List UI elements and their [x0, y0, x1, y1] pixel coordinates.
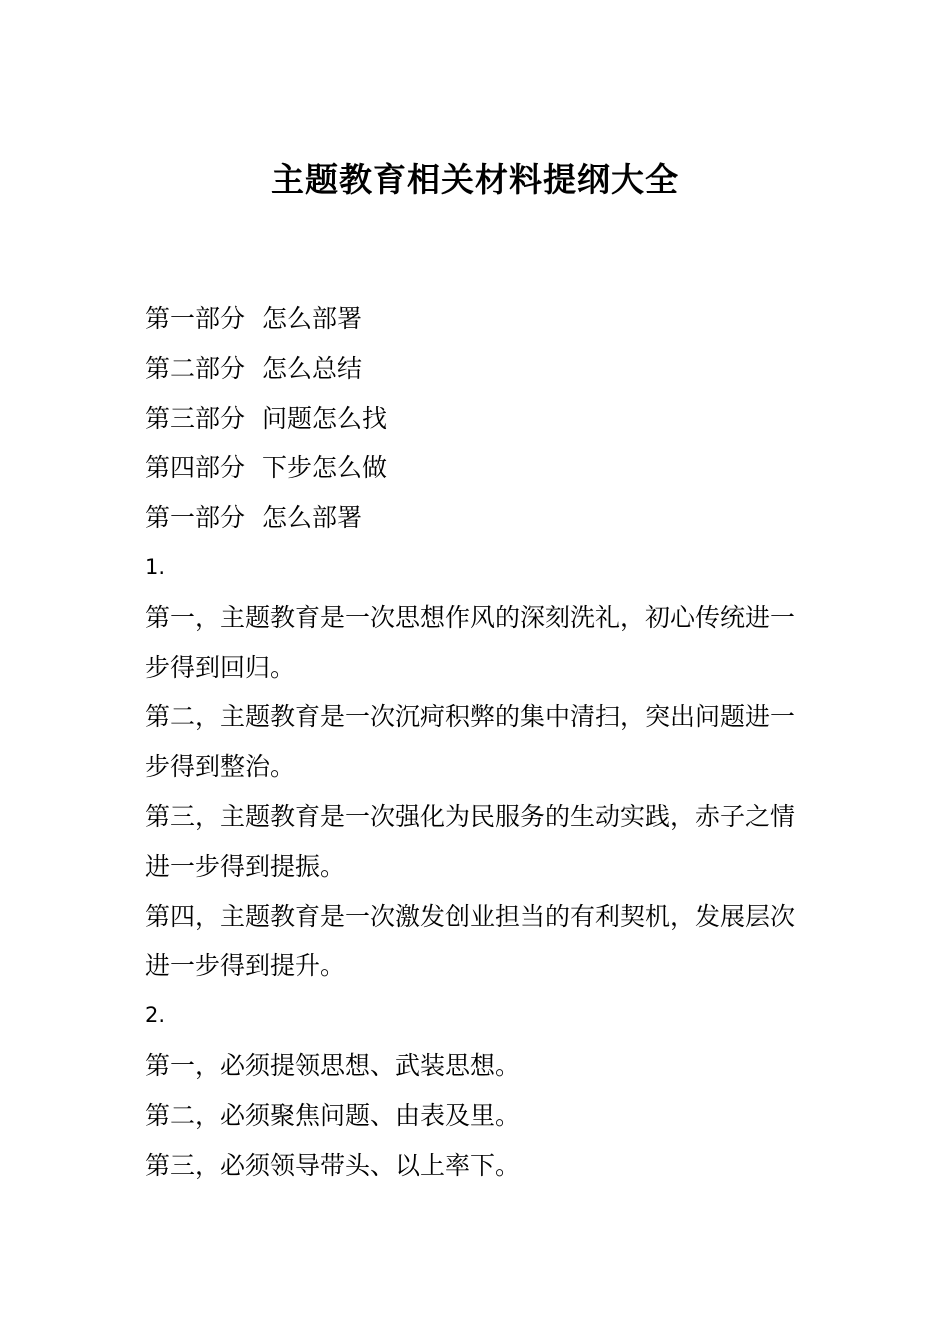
toc-part-label: 第一部分: [145, 304, 246, 333]
toc-entry-1: [145, 294, 810, 344]
paragraph: 第三，必须领导带头、以上率下。: [145, 1150, 521, 1180]
section-heading: [145, 493, 810, 543]
item-number: 2.: [145, 1003, 166, 1028]
toc-entry-3: [145, 394, 810, 444]
document-body: [145, 294, 810, 1190]
toc-topic: 下步怎么做: [262, 453, 388, 483]
paragraph: 第三，主题教育是一次强化为民服务的生动实践，赤子之情进一步得到提振。: [145, 801, 796, 881]
document-title: 主题教育相关材料提纲大全: [271, 160, 679, 199]
section-part-label: 第一部分: [145, 503, 246, 533]
paragraph: 第一，主题教育是一次思想作风的深刻洗礼，初心传统进一步得到回归。: [145, 602, 796, 682]
toc-topic: 怎么总结: [262, 353, 363, 383]
toc-topic: 怎么部署: [262, 304, 363, 333]
toc-entry-2: [145, 344, 810, 394]
toc-part-label: 第三部分: [145, 403, 246, 433]
paragraph: 第二，主题教育是一次沉疴积弊的集中清扫，突出问题进一步得到整治。: [145, 702, 796, 782]
item-number: 1.: [145, 554, 166, 579]
paragraph: 第一，必须提领思想、武装思想。: [145, 1050, 521, 1080]
paragraph: 第四，主题教育是一次激发创业担当的有利契机，发展层次进一步得到提升。: [145, 901, 796, 981]
section-topic: 怎么部署: [262, 503, 363, 533]
toc-part-label: 第四部分: [145, 453, 246, 483]
toc-topic: 问题怎么找: [262, 403, 388, 433]
toc-entry-4: [145, 443, 810, 493]
toc-part-label: 第二部分: [145, 353, 246, 383]
paragraph: 第二，必须聚焦问题、由表及里。: [145, 1100, 521, 1130]
